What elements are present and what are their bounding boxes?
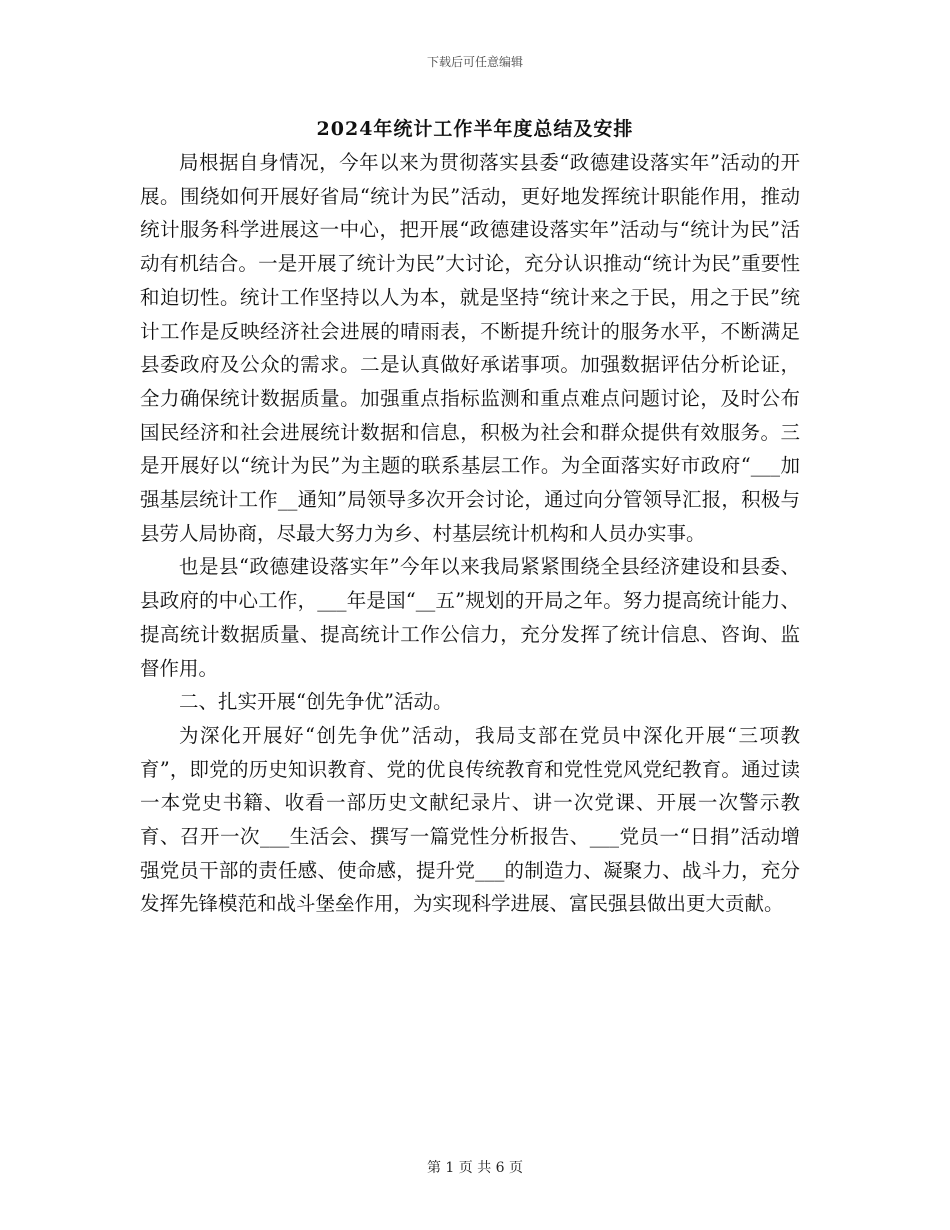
document-body	[140, 146, 800, 921]
paragraph: 也是县“政德建设落实年”今年以来我局紧紧围绕全县经济建设和县委、县政府的中心工作，___年是国“__五”规划的开局之年。努力提高统计能力、提高统计数据质量、提高统计工作公信力，充分发挥了统计信息、咨询、监督作用。	[140, 555, 800, 680]
paragraph: 为深化开展好“创先争优”活动，我局支部在党员中深化开展“三项教育”，即党的历史知识教育、党的优良传统教育和党性党风党纪教育。通过读一本党史书籍、收看一部历史文献纪录片、讲一次党课、开展一次警示教育、召开一次___生活会、撰写一篇党性分析报告、___党员一“日捐”活动增强党员干部的责任感、使命感，提升党___的制造力、凝聚力、战斗力，充分发挥先锋模范和战斗堡垒作用，为实现科学进展、富民强县做出更大贡献。	[140, 723, 800, 916]
document-title: 2024年统计工作半年度总结及安排	[316, 118, 634, 140]
paragraph: 局根据自身情况，今年以来为贯彻落实县委“政德建设落实年”活动的开展。围绕如何开展好省局“统计为民”活动，更好地发挥统计职能作用，推动统计服务科学进展这一中心，把开展“政德建设落实年”活动与“统计为民”活动有机结合。一是开展了统计为民”大讨论，充分认识推动“统计为民”重要性和迫切性。统计工作坚持以人为本，就是坚持“统计来之于民，用之于民”统计工作是反映经济社会进展的晴雨表，不断提升统计的服务水平，不断满足县委政府及公众的需求。二是认真做好承诺事项。加强数据评估分析论证，全力确保统计数据质量。加强重点指标监测和重点难点问题讨论，及时公布国民经济和社会进展统计数据和信息，积极为社会和群众提供有效服务。三是开展好以“统计为民”为主题的联系基层工作。为全面落实好市政府“___加强基层统计工作__通知”局领导多次开会讨论，通过向分管领导汇报，积极与县劳人局协商，尽最大努力为乡、村基层统计机构和人员办实事。	[140, 151, 800, 545]
section-heading: 二、扎实开展“创先争优”活动。	[179, 690, 453, 714]
header-note: 下载后可任意编辑	[426, 55, 523, 69]
page-footer: 第 1 页 共 6 页	[426, 1160, 524, 1176]
